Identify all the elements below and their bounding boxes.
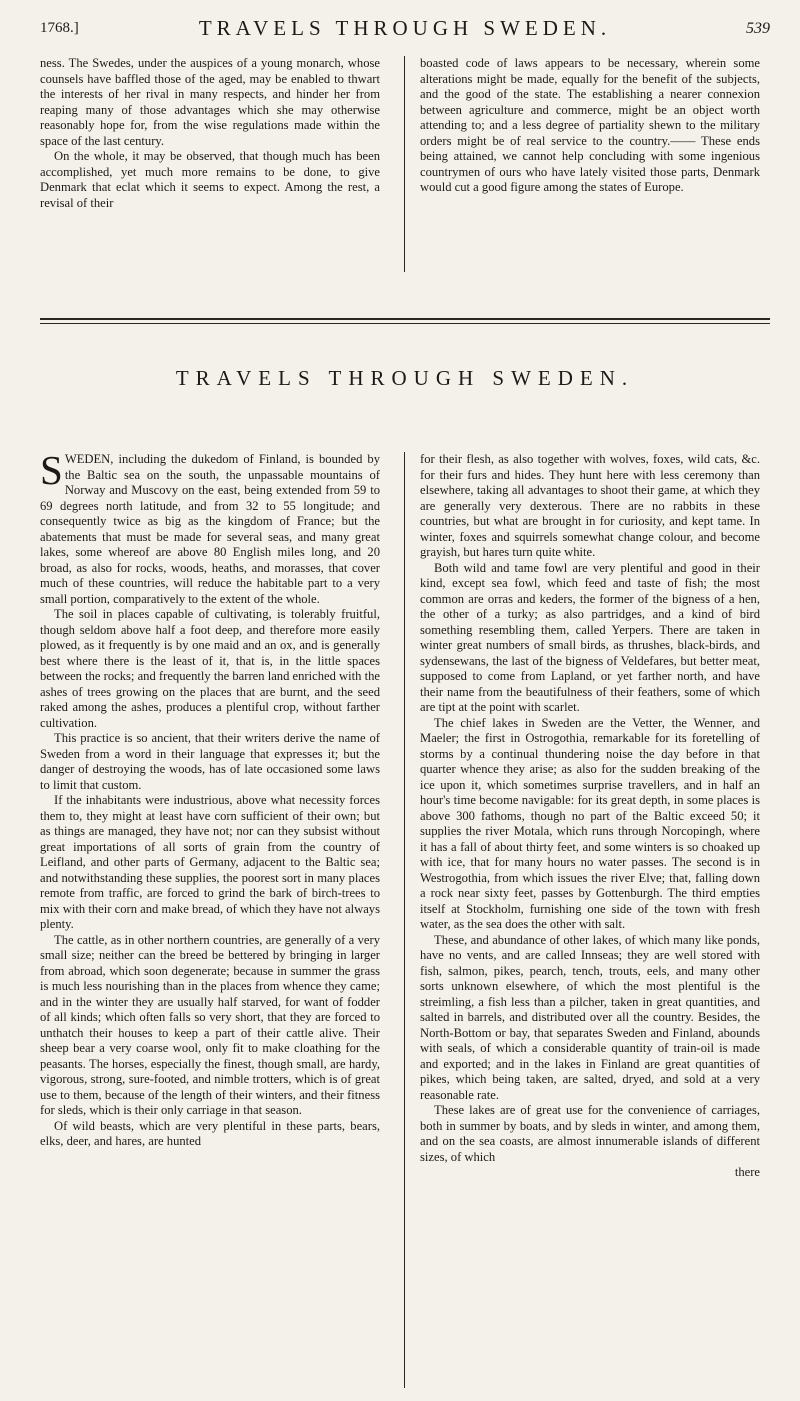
page-number: 539 bbox=[746, 20, 770, 37]
column-divider bbox=[404, 56, 405, 272]
paragraph: ness. The Swedes, under the auspices of a young monarch, whose counsels have baffled those of the aged, may be enabled to thwart the interests of her rival in many respects, and hinder her from reaping many of those advantages which she may otherwise reasonably hope for, from the wise regulations made within the space of the last century. bbox=[40, 56, 380, 148]
paragraph-text: WEDEN, including the dukedom of Finland, is bounded by the Baltic sea on the south, the unpassable mountains of Norway and Muscovy on the east, being extended from 59 to 69 degrees north latitude, and from 32 to 55 longitude; and consequently twice as big as the kingdom of France; but the abatements that must be made for several seas, and many great lakes, some whereof are above 80 English miles long, and 20 broad, as also for rocks, woods, heaths, and morasses, that cover much of these countries, will reduce the habitable part to a very small portion, comparatively to the extent of the whole. bbox=[40, 452, 380, 606]
catchword: there bbox=[734, 1165, 760, 1179]
page-date: 1768.] bbox=[40, 20, 79, 36]
paragraph: Both wild and tame fowl are very plentiful and good in their kind, except sea fowl, which feed and taste of fish; the most common are orras and keders, the former of the bigness of a hen, the other of a turky; as also partridges, and a kind of bird something resembling them, called Yerpers. There are taken in winter great numbers of small birds, as thrushes, black-birds, and sydensewans, the last of the bigness of Veldefares, but better meat, supposed to come from Lapland, or yet farther north, and have their name from the beautifulness of their feathers, some of which are tipt at the point with scarlet. bbox=[420, 560, 760, 714]
column-divider bbox=[404, 452, 405, 1388]
paragraph: On the whole, it may be observed, that though much has been accomplished, yet much more remains to be done, to give Denmark that eclat which it seems to expect. Among the rest, a revisal of their bbox=[40, 149, 380, 210]
article-left-column bbox=[40, 447, 380, 1150]
paragraph: These lakes are of great use for the convenience of carriages, both in summer by boats, and by sleds in winter, and among them, and on the sea coasts, are almost innumerable islands of different sizes, of which bbox=[420, 1103, 760, 1164]
previous-article-left-column bbox=[40, 56, 380, 211]
section-title: TRAVELS THROUGH SWEDEN. bbox=[175, 366, 635, 390]
paragraph: The cattle, as in other northern countries, are generally of a very small size; neither can the breed be bettered by bringing in larger from abroad, which soon degenerate; because in summer the grass is much less nourishing than in the places from whence they came; and in the winter they are usually half starved, for want of fodder of all kinds; which often falls so very short, that they are forced to unthatch their houses to keep a part of their cattle alive. Their sheep bear a very coarse wool, only fit to make cloathing for the peasants. The horses, especially the finest, though small, are hardy, vigorous, strong, sure-footed, and nimble trotters, which is of great use to them, because of the length of their winters, and their fitness for sleds, which is their only carriage in that season. bbox=[40, 932, 380, 1117]
section-divider-thick bbox=[40, 318, 770, 320]
running-title: TRAVELS THROUGH SWEDEN. bbox=[198, 16, 612, 40]
paragraph: The chief lakes in Sweden are the Vetter, the Wenner, and Maeler; the first in Ostrogothia, remarkable for its foretelling of storms by a continual thundering noise the day before in that quarter whence they arise; as also for the sudden breaking of the ice upon it, which sometimes surprise travellers, and in half an hour's time become navigable: for its great depth, in some places is above 300 fathoms, though no part of the Baltic exceed 50; it supplies the river Motala, which runs through Norcopingh, where it has a fall of about thirty feet, and some winters is so choaked up with ice, that for many hours no water passes. The second is in Westrogothia, from which issues the river Elve; that, falling down a rock near sixty feet, passes by Gottenburgh. The third empties itself at Stockholm, furnishing one side of the town with fresh water, as the sea does the other with salt. bbox=[420, 715, 760, 931]
paragraph: If the inhabitants were industrious, above what necessity forces them to, they might at least have corn sufficient of their own; but as things are managed, they have not; nor can they subsist without great importations of all sorts of grain from the country of Leifland, and other parts of Germany, adjacent to the Baltic sea; and notwithstanding these supplies, the poorest sort in many places remote from traffic, are forced to grind the bark of birch-trees to mix with their corn and make bread, of which they have not always plenty. bbox=[40, 793, 380, 931]
previous-article-right-column bbox=[420, 56, 760, 196]
paragraph: Of wild beasts, which are very plentiful in these parts, bears, elks, deer, and hares, are hunted bbox=[40, 1118, 380, 1148]
opening-paragraph bbox=[40, 447, 380, 607]
section-divider-thin bbox=[40, 323, 770, 324]
paragraph: This practice is so ancient, that their writers derive the name of Sweden from a word in their language that expresses it; but the danger of destroying the woods, has of late occasioned some laws to limit that custom. bbox=[40, 731, 380, 792]
running-head bbox=[40, 16, 770, 46]
paragraph: boasted code of laws appears to be necessary, wherein some alterations might be made, equally for the benefit of the subjects, and the good of the state. The establishing a nearer connexion between agriculture and commerce, might be an object worth attending to; and a less degree of partiality shewn to the military orders might be of real service to the country.—— These ends being attained, we cannot help concluding with some ingenious countrymen of ours who have lately visited those parts, Denmark would cut a good figure among the states of Europe. bbox=[420, 56, 760, 194]
drop-cap: S bbox=[40, 447, 63, 493]
paragraph: for their flesh, as also together with wolves, foxes, wild cats, &c. for their furs and hides. They hunt here with less ceremony than elsewhere, taking all advantages to shoot their game, at which they are generally very dexterous. There are no rabbits in these countries, but what are brought in for curiosity, and kept tame. In winter, foxes and squirrels somewhat change colour, and become grayish, but hares turn quite white. bbox=[420, 452, 760, 559]
article-right-column bbox=[420, 452, 760, 1181]
paragraph: These, and abundance of other lakes, of which many like ponds, have no vents, and are called Innseas; they are well stored with fish, salmon, pikes, pearch, tench, trouts, eels, and many other sorts unknown elsewhere, of which the most plentiful is the streimling, a fish less than a pilcher, taken in great quantities, and salted in barrels, and distributed over all the country. Besides, the North-Bottom or bay, that separates Sweden and Finland, abounds with seals, of which a considerable quantity of train-oil is made and exported; and in the lakes in Finland are great quantities of pikes, which being taken, are salted, dryed, and sold at a very reasonable rate. bbox=[420, 932, 760, 1102]
paragraph: The soil in places capable of cultivating, is tolerably fruitful, though seldom above half a foot deep, and therefore more easily plowed, as it frequently is by one maid and an ox, and is generally best where there is the least of it, that is, in the little spaces between the rocks; and frequently the barren land enriched with the ashes of trees growing on the places that are burnt, and the seed raked among the ashes, produces a plentiful crop, without farther cultivation. bbox=[40, 607, 380, 730]
